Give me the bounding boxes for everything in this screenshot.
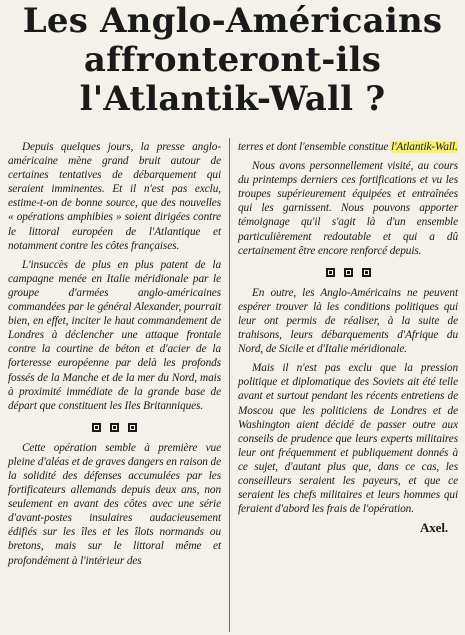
ornament-square-icon bbox=[362, 268, 371, 277]
ornament-square-icon bbox=[326, 268, 335, 277]
article-column-left bbox=[8, 140, 221, 573]
headline bbox=[0, 2, 465, 119]
headline-line-2: affronteront-ils bbox=[83, 40, 382, 80]
right-paragraph-3: Mais il n'est pas exclu que la pression politique et diplomatique des Soviets ait été telle avant et surtout pendant les récents entretiens de Moscou que les politiciens de Londres et de Washington aient décidé de passer outre aux conseils de prudence que leurs experts militaires leur ont fréquemment et publiquement donnés à ce sujet, d'autant plus que, dans ce cas, les conseilleurs seraient les payeurs, et que ce seraient les chefs militaires et leurs hommes qui feraient d'abord les frais de l'opération. bbox=[238, 362, 458, 516]
ornament-square-icon bbox=[92, 423, 101, 432]
left-paragraph-2: L'insuccès de plus en plus patent de la campagne menée en Italie méridionale par le groupe d'armées anglo-américaines commandées par le général Alexander, pourrait bien, en effet, inciter le haut commandement de Londres à déclencher une attaque frontale contre la courtine de béton et d'acier de la forteresse européenne par delà les profonds fossés de la Manche et de la mer du Nord, mais à proximité immédiate de la grande base de départ que constituent les Iles Britanniques. bbox=[8, 258, 221, 412]
right-paragraph-2: En outre, les Anglo-Américains ne peuvent espérer trouver là les conditions politiques qui leur ont permis de réaliser, à la suite de trahisons, leurs débarquements d'Afrique du Nord, de Sicile et d'Italie méridionale. bbox=[238, 286, 458, 356]
right-continued-text: terres et dont l'ensemble constitue bbox=[238, 141, 392, 153]
right-paragraph-1: Nous avons personnellement visité, au cours du printemps derniers ces fortifications et vu les troupes supérieurement équipées et entraînées qui les garnissent. Nous pouvons apporter témoignage qu'il s'agit là d'un ensemble particulièrement redoutable et qui a dû certainement être encore renforcé depuis. bbox=[238, 160, 458, 257]
section-ornament-right bbox=[238, 268, 458, 277]
left-paragraph-3: Cette opération semble à première vue pleine d'aléas et de graves dangers en raison de la solidité des défenses accumulées par les fortificateurs allemands depuis deux ans, non seulement en avant des côtes avec une série d'avant-postes insulaires audacieusement édifiés sur les îles et les îlots normands ou bretons, mais sur le littoral même et profondément à l'intérieur des bbox=[8, 441, 221, 567]
author-signature: Axel. bbox=[419, 520, 448, 536]
headline-line-3: l'Atlantik-Wall ? bbox=[79, 79, 386, 119]
ornament-square-icon bbox=[110, 423, 119, 432]
ornament-square-icon bbox=[344, 268, 353, 277]
section-ornament-left bbox=[8, 423, 221, 432]
column-divider bbox=[229, 138, 230, 632]
headline-line-1: Les Anglo-Américains bbox=[22, 1, 443, 41]
article-column-right bbox=[238, 140, 458, 535]
right-paragraph-continued bbox=[238, 140, 458, 154]
left-paragraph-1: Depuis quelques jours, la presse anglo-américaine mène grand bruit autour de certaines tentatives de débarquement qui seraient imminentes. Et il n'est pas exclu, estime-t-on de bonne source, que des nouvelles « opérations amphibies » soient dirigées contre le littoral européen de l'Atlantique et notamment contre les côtes françaises. bbox=[8, 141, 221, 252]
ornament-square-icon bbox=[128, 423, 137, 432]
highlighted-term: l'Atlantik-Wall. bbox=[391, 141, 458, 153]
